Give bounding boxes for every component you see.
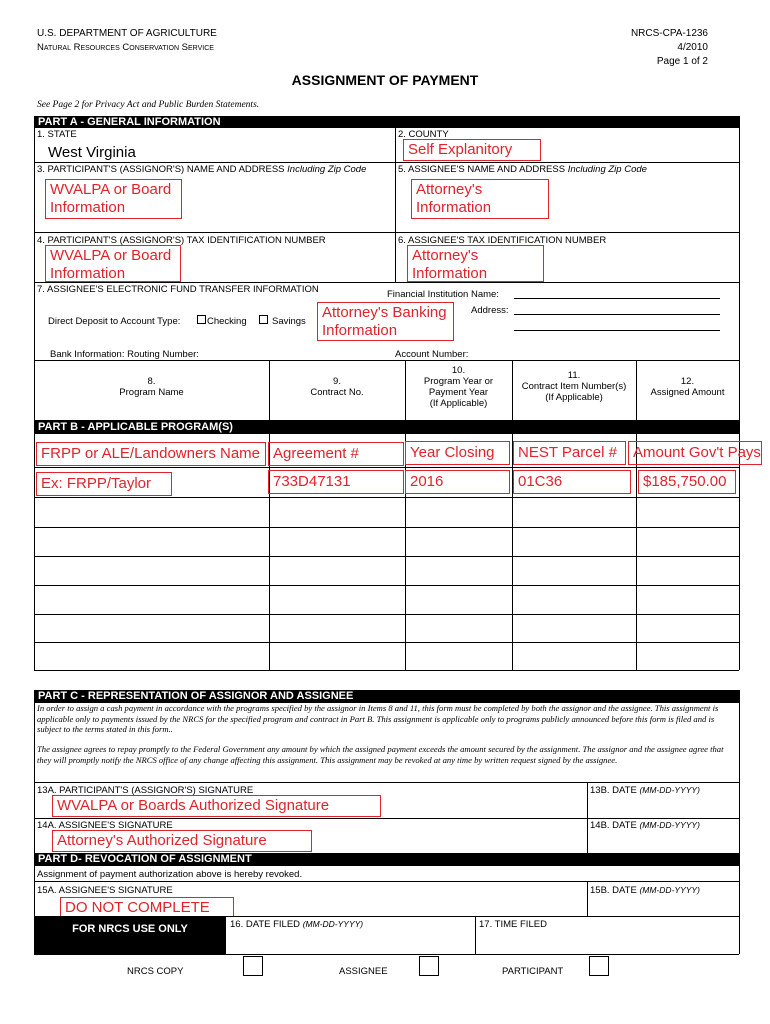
- address-line-2[interactable]: [514, 330, 720, 331]
- item4-callout[interactable]: WVALPA or Board Information: [45, 245, 181, 282]
- tbl-col-div-4: [636, 434, 637, 670]
- copy-participant-label: PARTICIPANT: [502, 966, 564, 977]
- checking-checkbox[interactable]: [197, 315, 206, 324]
- border-left: [34, 116, 35, 360]
- assignor-signature-callout[interactable]: WVALPA or Boards Authorized Signature: [52, 795, 381, 817]
- item15b-label: 15B. DATE (MM-DD-YYYY): [590, 885, 700, 896]
- tbl-row-rule: [34, 497, 739, 498]
- divider-a-mid: [395, 128, 396, 282]
- part-c-frame-right: [739, 703, 740, 853]
- rule-row3: [34, 282, 739, 283]
- tbl-frame-right: [739, 434, 740, 670]
- form-date: 4/2010: [677, 42, 708, 53]
- time-col-div: [475, 916, 476, 954]
- item6-label: 6. ASSIGNEE'S TAX IDENTIFICATION NUMBER: [398, 235, 607, 246]
- form-title: ASSIGNMENT OF PAYMENT: [291, 72, 479, 88]
- example-program-callout[interactable]: Ex: FRPP/Taylor: [36, 472, 172, 496]
- tbl-row-rule: [34, 670, 739, 671]
- part-b-heading: PART B - APPLICABLE PROGRAM(S): [34, 420, 740, 434]
- part-a-heading: PART A - GENERAL INFORMATION: [34, 116, 740, 128]
- tbl-row-rule: [34, 585, 739, 586]
- routing-label: Bank Information: Routing Number:: [50, 349, 199, 360]
- tbl-row-rule: [34, 467, 739, 468]
- col-10-header: 10. Program Year or Payment Year (If Applicable): [423, 365, 494, 409]
- nest-parcel-callout[interactable]: NEST Parcel #: [513, 441, 626, 465]
- rule-row2: [34, 232, 739, 233]
- col-11-header: 11. Contract Item Number(s) (If Applicable): [521, 370, 627, 403]
- banking-callout[interactable]: Attorney's Banking Information: [317, 302, 454, 341]
- col-9-header: 9. Contract No.: [310, 376, 364, 398]
- agency-service: Natural Resources Conservation Service: [37, 42, 214, 53]
- item3-callout[interactable]: WVALPA or Board Information: [45, 179, 182, 219]
- copy-nrcs-label: NRCS COPY: [127, 966, 184, 977]
- revoked-text: Assignment of payment authorization above is hereby revoked.: [37, 869, 303, 880]
- rule-col-top: [34, 360, 739, 361]
- item13a-label: 13A. PARTICIPANT'S (ASSIGNOR'S) SIGNATURE: [37, 785, 254, 796]
- tbl-row-rule: [34, 527, 739, 528]
- program-name-callout[interactable]: FRPP or ALE/Landowners Name: [36, 442, 266, 466]
- rule-13: [34, 782, 739, 783]
- deposit-label: Direct Deposit to Account Type:: [48, 316, 181, 327]
- item5-callout[interactable]: Attorney's Information: [411, 179, 549, 219]
- item14a-label: 14A. ASSIGNEE'S SIGNATURE: [37, 820, 173, 831]
- rule-15: [34, 881, 739, 882]
- copy-nrcs-checkbox[interactable]: [243, 956, 263, 976]
- privacy-note: See Page 2 for Privacy Act and Public Burden Statements.: [37, 100, 260, 110]
- example-year-callout[interactable]: 2016: [405, 470, 510, 494]
- address-line-1[interactable]: [514, 314, 720, 315]
- account-label: Account Number:: [395, 349, 469, 360]
- part-c-paragraph-1: In order to assign a cash payment in accordance with the programs specified by the assignor in Items 8 and 11, this form must be completed by both the assignor and the assignee. This assignment is applicable only to payments issued by the NRCS for the specified program and contract in Part B. This assignment is applicable only to programs publicly announced before this form is filed and is subject to the terms stated in this form..: [37, 703, 719, 734]
- example-parcel-callout[interactable]: 01C36: [513, 470, 631, 494]
- part-d-frame-right: [739, 866, 740, 954]
- item7-label: 7. ASSIGNEE'S ELECTRONIC FUND TRANSFER INFORMATION: [37, 284, 319, 295]
- page-number: Page 1 of 2: [656, 56, 708, 67]
- item16-label: 16. DATE FILED (MM-DD-YYYY): [230, 919, 364, 930]
- rule-16: [226, 916, 739, 917]
- col-12-header: 12. Assigned Amount: [650, 376, 725, 398]
- border-right: [739, 116, 740, 360]
- part-c-frame-left: [34, 703, 35, 853]
- copy-assignee-checkbox[interactable]: [419, 956, 439, 976]
- county-label: 2. COUNTY: [398, 129, 449, 140]
- item3-label: 3. PARTICIPANT'S (ASSIGNOR'S) NAME AND ADDRESS Including Zip Code: [37, 164, 367, 175]
- item15a-label: 15A. ASSIGNEE'S SIGNATURE: [37, 885, 173, 896]
- savings-label: Savings: [272, 316, 306, 327]
- checking-label: Checking: [207, 316, 247, 327]
- tbl-row-rule: [34, 556, 739, 557]
- date15-col-div: [587, 881, 588, 916]
- amount-callout[interactable]: Amount Gov't Pays: [628, 441, 762, 465]
- part-c-heading: PART C - REPRESENTATION OF ASSIGNOR AND ASSIGNEE: [34, 690, 740, 703]
- revocation-signature-callout[interactable]: DO NOT COMPLETE: [60, 897, 234, 917]
- copy-assignee-label: ASSIGNEE: [339, 966, 388, 977]
- item5-label: 5. ASSIGNEE'S NAME AND ADDRESS Including Zip Code: [398, 164, 647, 175]
- example-agreement-callout[interactable]: 733D47131: [268, 470, 404, 494]
- example-amount-callout[interactable]: $185,750.00: [638, 470, 736, 494]
- tbl-row-rule: [34, 614, 739, 615]
- item17-label: 17. TIME FILED: [479, 919, 547, 930]
- item6-callout[interactable]: Attorney's Information: [407, 245, 544, 282]
- rule-14: [34, 818, 739, 819]
- item14b-label: 14B. DATE (MM-DD-YYYY): [590, 820, 700, 831]
- rule-bottom: [34, 954, 739, 955]
- agency-name: U.S. DEPARTMENT OF AGRICULTURE: [37, 28, 217, 39]
- address-label: Address:: [471, 305, 509, 316]
- county-callout[interactable]: Self Explanitory: [403, 139, 541, 161]
- assignee-signature-callout[interactable]: Attorney's Authorized Signature: [52, 830, 312, 852]
- part-d-heading: PART D- REVOCATION OF ASSIGNMENT: [34, 853, 740, 866]
- nrcs-use-label: FOR NRCS USE ONLY: [72, 923, 188, 935]
- form-number: NRCS-CPA-1236: [630, 28, 708, 39]
- savings-checkbox[interactable]: [259, 315, 268, 324]
- item13b-label: 13B. DATE (MM-DD-YYYY): [590, 785, 700, 796]
- part-c-paragraph-2: The assignee agrees to repay promptly to the Federal Government any amount by which the assigned payment exceeds the amount secured by the assignment. The assignor and the assignee agree that they will promptly notify the NRCS office of any change affecting this assignment. This assignment may be revoked at any time by written request signed by the assignee.: [37, 744, 724, 765]
- tbl-frame-left: [34, 434, 35, 670]
- state-label: 1. STATE: [37, 129, 77, 140]
- col-frame-right: [739, 360, 740, 420]
- nrcs-use-box: [34, 916, 226, 954]
- rule-row1: [34, 162, 739, 163]
- year-closing-callout[interactable]: Year Closing: [405, 441, 510, 465]
- fin-inst-label: Financial Institution Name:: [387, 289, 499, 300]
- fin-inst-line[interactable]: [514, 298, 720, 299]
- col-8-header: 8. Program Name: [119, 376, 184, 398]
- tbl-row-rule: [34, 642, 739, 643]
- agreement-callout[interactable]: Agreement #: [268, 442, 404, 466]
- copy-participant-checkbox[interactable]: [589, 956, 609, 976]
- state-value[interactable]: West Virginia: [48, 144, 136, 161]
- item4-label: 4. PARTICIPANT'S (ASSIGNOR'S) TAX IDENTIFICATION NUMBER: [37, 235, 326, 246]
